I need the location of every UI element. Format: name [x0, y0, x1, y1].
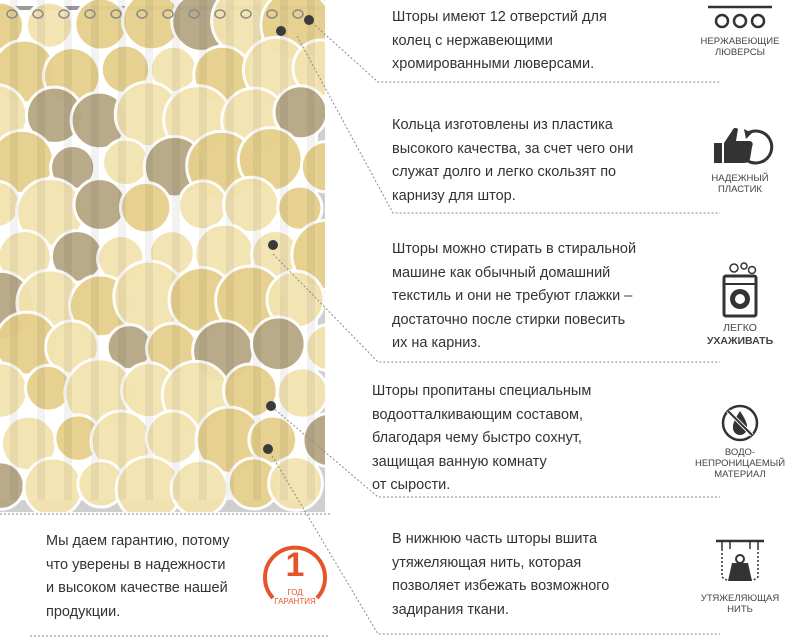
callout-dot-1	[304, 15, 314, 25]
guarantee-badge	[261, 538, 329, 616]
curtain-illustration	[0, 0, 325, 512]
callout-dot-3	[268, 240, 278, 250]
icon-label-line: МАТЕРИАЛ	[714, 469, 766, 480]
feature-line: Шторы имеют 12 отверстий для	[392, 9, 607, 25]
feature-line: Кольца изготовлены из пластика	[392, 117, 613, 133]
guarantee-label-line: ГАРАНТИЯ	[274, 597, 316, 606]
icon-label-line: УХАЖИВАТЬ	[706, 335, 774, 347]
feature-text-weight	[392, 528, 609, 622]
feature-line: карнизу для штор.	[392, 187, 516, 204]
water-drop-no-icon	[720, 403, 760, 443]
fold-shadow	[145, 0, 153, 500]
icon-label	[692, 447, 788, 480]
icon-block-plastic	[692, 121, 788, 195]
washing-machine-icon	[710, 262, 770, 318]
icon-label	[692, 173, 788, 195]
fold-shadow	[64, 0, 72, 500]
fold-shadow	[118, 0, 126, 500]
feature-line: их на карниз.	[392, 335, 482, 351]
feature-line: высокого качества, за счет чего они	[392, 140, 634, 157]
icon-label-line: УТЯЖЕЛЯЮЩАЯ	[700, 593, 780, 604]
feature-line: достаточно после стирки повесить	[392, 311, 626, 328]
thumbs-up-recycle-icon	[704, 121, 776, 169]
icon-label-line: ВОДО-	[724, 447, 756, 458]
fold-shadow	[10, 0, 18, 500]
fold-shadow	[199, 0, 207, 500]
feature-line: Шторы пропитаны специальным	[372, 383, 592, 399]
guarantee-label	[261, 588, 329, 606]
guarantee-line: Мы даем гарантию, потому	[46, 533, 230, 549]
curtain-photo	[0, 0, 325, 512]
feature-line: хромированными люверсами.	[392, 56, 595, 72]
icon-label-line: НАДЕЖНЫЙ	[711, 173, 769, 184]
icon-label-line: НЕРЖАВЕЮЩИЕ	[700, 36, 780, 47]
callout-dot-4	[266, 401, 276, 411]
fold-shadow	[307, 0, 315, 500]
feature-text-plastic	[392, 114, 633, 208]
icon-label	[692, 36, 788, 58]
guarantee-line: продукции.	[46, 603, 121, 620]
feature-line: защищая ванную комнату	[372, 453, 547, 470]
feature-line: В нижнюю часть шторы вшита	[392, 531, 598, 547]
pattern-circle	[24, 458, 83, 512]
icon-label-line: ЛЕГКО	[723, 322, 757, 334]
feature-text-washing	[392, 238, 636, 356]
feature-text-waterproof	[372, 380, 591, 498]
feature-line: текстиль и они не требуют глажки –	[392, 288, 633, 304]
fold-shadow	[253, 0, 261, 500]
fold-shadow	[172, 0, 180, 500]
guarantee-number: 1	[285, 546, 305, 584]
guarantee-line: и высоком качестве нашей	[46, 580, 228, 596]
fold-shadow	[280, 0, 288, 500]
feature-line: водоотталкивающим составом,	[372, 406, 584, 423]
feature-line: утяжеляющая нить, которая	[392, 554, 582, 571]
guarantee-line: что уверены в надежности	[46, 556, 226, 573]
weight-icon	[708, 537, 772, 589]
callout-dot-5	[263, 444, 273, 454]
feature-line: от сырости.	[372, 477, 451, 493]
icon-block-waterproof	[692, 403, 788, 480]
feature-line: позволяет избежать возможного	[392, 578, 610, 594]
callout-dot-2	[276, 26, 286, 36]
feature-line: колец с нержавеющими	[392, 32, 553, 49]
fold-shadow	[37, 0, 45, 500]
feature-line: Шторы можно стирать в стиральной	[392, 241, 637, 257]
guarantee-label-line: ГОД	[287, 588, 303, 597]
icon-label-line: НЕПРОНИЦАЕМЫЙ	[694, 458, 786, 469]
icon-block-grommets	[692, 4, 788, 58]
grommets-icon	[704, 4, 776, 32]
feature-line: служат долго и легко скользят по	[392, 164, 617, 180]
icon-block-washing	[692, 262, 788, 348]
fold-shadow	[91, 0, 99, 500]
guarantee-text	[46, 530, 229, 624]
icon-label-line: НИТЬ	[727, 604, 753, 615]
icon-label	[692, 593, 788, 615]
feature-text-grommets	[392, 6, 607, 77]
icon-block-weight	[692, 537, 788, 615]
icon-label-line: ЛЮВЕРСЫ	[714, 47, 765, 58]
feature-line: задирания ткани.	[392, 601, 509, 618]
fold-shadow	[226, 0, 234, 500]
icon-label-line: ПЛАСТИК	[718, 184, 762, 195]
icon-label	[692, 322, 788, 348]
feature-line: машине как обычный домашний	[392, 264, 611, 281]
feature-line: благодаря чему быстро сохнут,	[372, 430, 582, 446]
